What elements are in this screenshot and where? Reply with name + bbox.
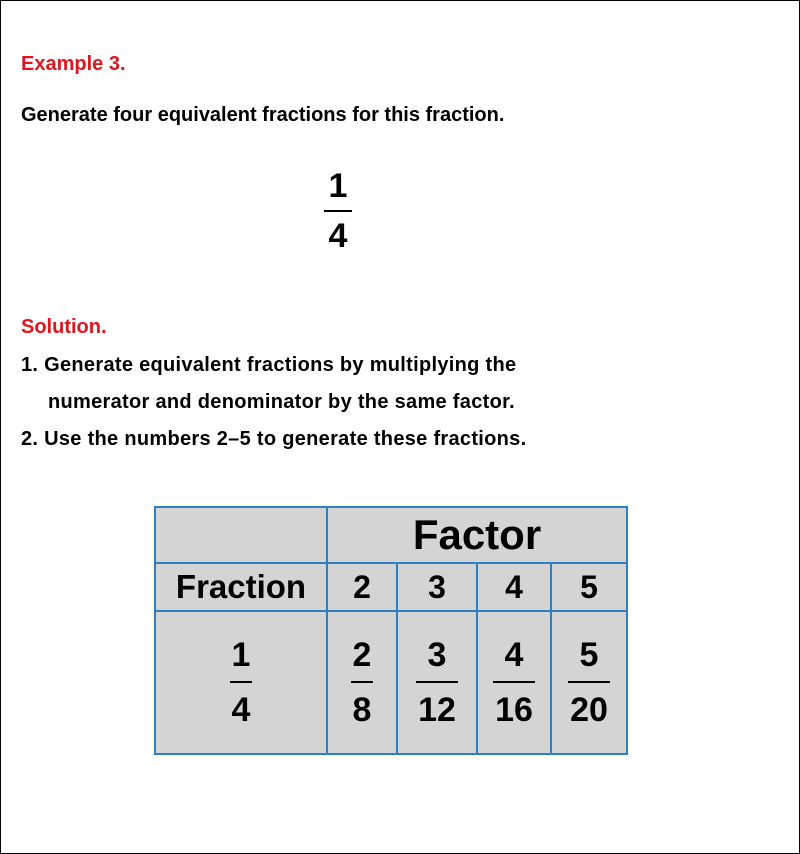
equivalent-fraction bbox=[351, 636, 374, 729]
fraction-bar bbox=[493, 681, 535, 683]
factor-cell: 3 bbox=[397, 563, 477, 611]
equivalent-fraction bbox=[568, 636, 610, 729]
equivalent-fraction-cell bbox=[397, 611, 477, 754]
fraction-denominator: 20 bbox=[570, 691, 608, 729]
fraction-bar bbox=[568, 681, 610, 683]
fraction-numerator: 5 bbox=[579, 636, 599, 674]
fraction-numerator: 1 bbox=[231, 636, 251, 674]
fraction-bar bbox=[230, 681, 253, 683]
fraction-bar bbox=[324, 210, 352, 212]
fraction-bar bbox=[351, 681, 374, 683]
factor-cell: 4 bbox=[477, 563, 551, 611]
equivalent-fraction-cell bbox=[551, 611, 627, 754]
fraction-header: Fraction bbox=[155, 563, 327, 611]
fraction-numerator: 2 bbox=[352, 636, 372, 674]
example-prompt: Generate four equivalent fractions for this fraction. bbox=[21, 104, 505, 126]
solution-steps bbox=[21, 350, 526, 454]
factor-table bbox=[154, 506, 628, 755]
factor-header: Factor bbox=[327, 507, 627, 563]
fraction-bar bbox=[416, 681, 458, 683]
equivalent-fraction-cell bbox=[327, 611, 397, 754]
equivalent-fraction bbox=[416, 636, 458, 729]
equivalent-fraction-cell bbox=[477, 611, 551, 754]
original-fraction bbox=[230, 636, 253, 729]
step-1-line-2: numerator and denominator by the same factor. bbox=[48, 391, 515, 413]
fraction-numerator: 4 bbox=[504, 636, 524, 674]
fraction-denominator: 8 bbox=[352, 691, 372, 729]
original-fraction-cell bbox=[155, 611, 327, 754]
example-title: Example 3. bbox=[21, 53, 126, 75]
fraction-denominator: 4 bbox=[231, 691, 251, 729]
equivalent-fraction bbox=[493, 636, 535, 729]
fraction-numerator: 3 bbox=[427, 636, 447, 674]
solution-title: Solution. bbox=[21, 316, 107, 338]
given-fraction bbox=[318, 168, 358, 254]
factor-cell: 5 bbox=[551, 563, 627, 611]
given-denominator: 4 bbox=[328, 217, 348, 255]
step-1-line-1: 1. Generate equivalent fractions by multiplying the bbox=[21, 354, 517, 376]
factor-cell: 2 bbox=[327, 563, 397, 611]
step-1 bbox=[21, 350, 526, 417]
fraction-denominator: 12 bbox=[418, 691, 456, 729]
given-numerator: 1 bbox=[328, 167, 348, 205]
step-2: 2. Use the numbers 2–5 to generate these fractions. bbox=[21, 428, 527, 450]
fraction-denominator: 16 bbox=[495, 691, 533, 729]
table-corner-cell bbox=[155, 507, 327, 563]
